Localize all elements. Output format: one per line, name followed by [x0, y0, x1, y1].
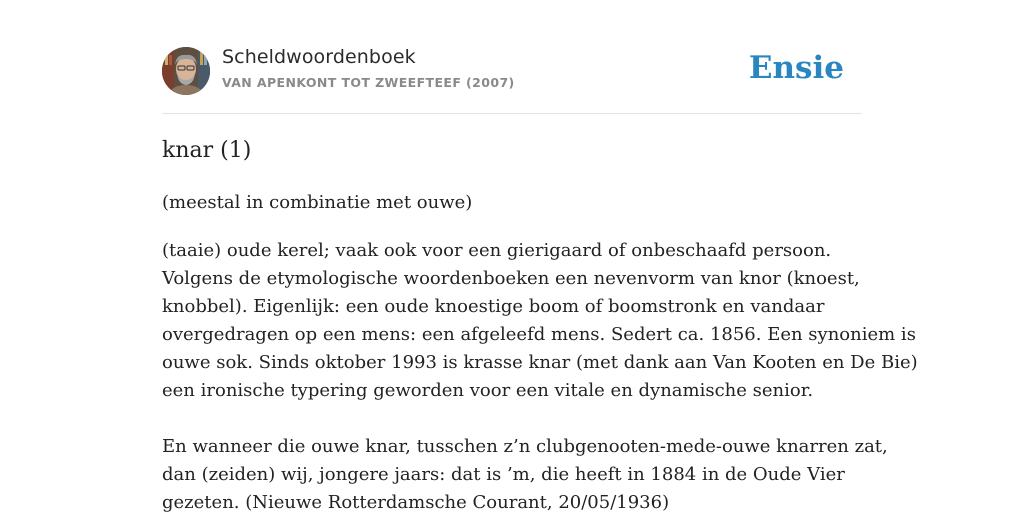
quote-line: En wanneer die ouwe knar, tusschen z’n clubgenooten-mede-ouwe knarren zat,: [162, 436, 888, 457]
definition-line: knobbel). Eigenlijk: een oude knoestige boom of boomstronk en vandaar: [162, 296, 825, 317]
header-divider: [162, 113, 862, 114]
entry-definition: [162, 237, 918, 512]
entry-usage-note: (meestal in combinatie met ouwe): [162, 192, 473, 213]
definition-line: Volgens de etymologische woordenboeken een nevenvorm van knor (knoest,: [162, 268, 860, 289]
quote-line: dan (zeiden) wij, jongere jaars: dat is ’m, die heeft in 1884 in de Oude Vier: [162, 464, 845, 485]
paragraph-gap: [162, 405, 872, 433]
author-portrait-icon: [162, 47, 210, 95]
definition-line: een ironische typering geworden voor een vitale en dynamische senior.: [162, 380, 814, 401]
source-header: [162, 46, 862, 96]
quote-line: gezeten. (Nieuwe Rotterdamsche Courant, 20/05/1936): [162, 492, 670, 512]
brand-logo[interactable]: Ensie: [748, 50, 844, 86]
definition-line: (taaie) oude kerel; vaak ook voor een gierigaard of onbeschaafd persoon.: [162, 240, 832, 261]
author-avatar[interactable]: [162, 47, 210, 95]
entry-headword: knar (1): [162, 138, 252, 163]
definition-line: overgedragen op een mens: een afgeleefd mens. Sedert ca. 1856. Een synoniem is: [162, 324, 916, 345]
source-subtitle: VAN APENKONT TOT ZWEEFTEEF (2007): [222, 75, 515, 90]
source-title[interactable]: Scheldwoordenboek: [222, 46, 416, 68]
definition-line: ouwe sok. Sinds oktober 1993 is krasse knar (met dank aan Van Kooten en De Bie): [162, 352, 918, 373]
